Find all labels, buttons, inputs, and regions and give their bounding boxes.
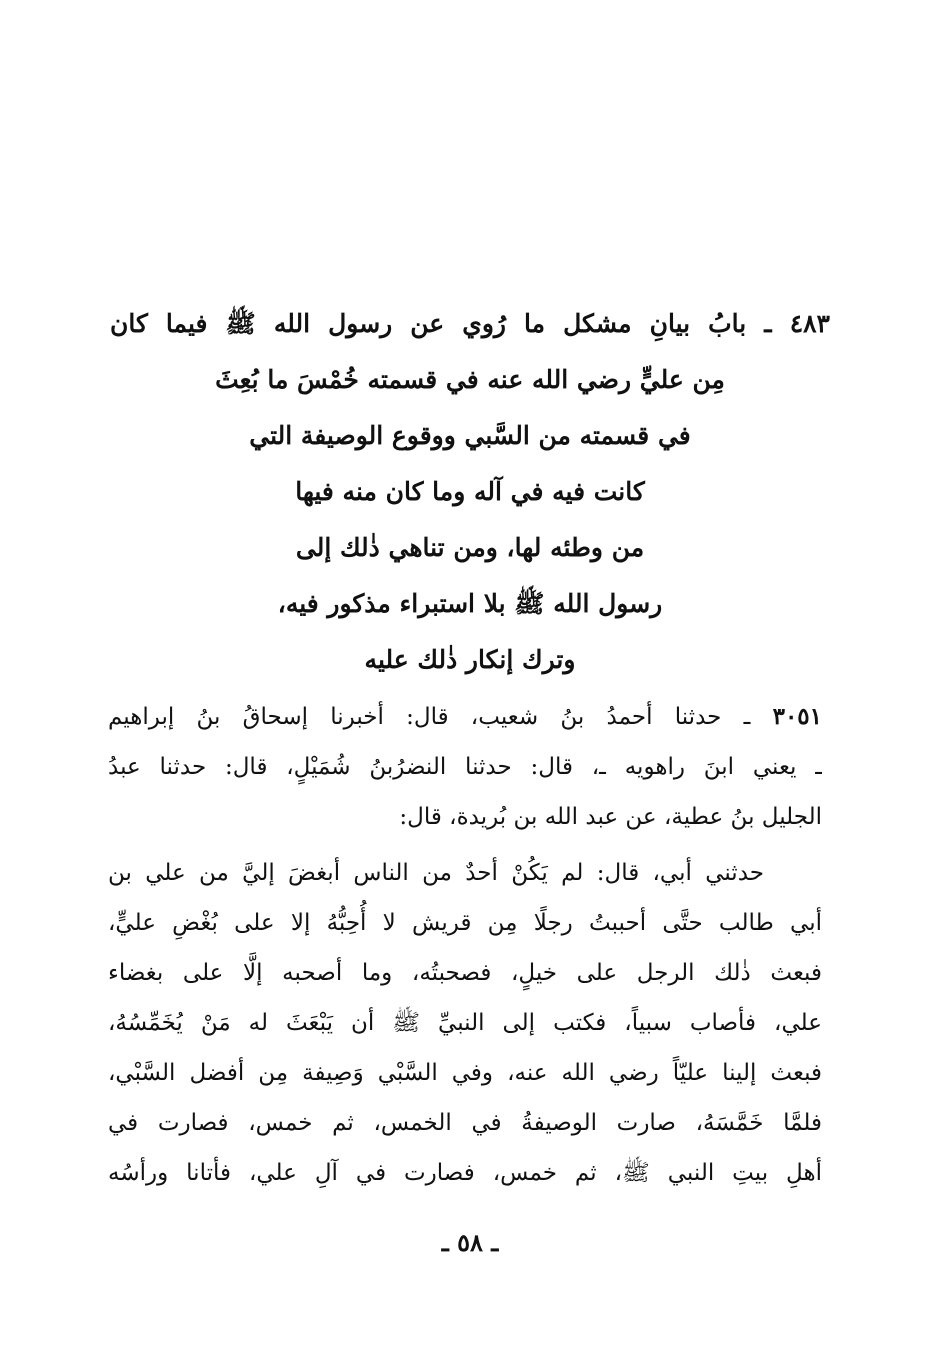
isnad-text: ـ حدثنا أحمدُ بنُ شعيب، قال: أخبرنا إسحاقُ بنُ إبراهيم [108,704,751,730]
matn-line: فبعث ذٰلك الرجل على خيلٍ، فصحبتُه، وما أصحبه إلَّا على بغضاء [108,960,822,986]
isnad-line: الجليل بنُ عطية، عن عبد الله بن بُريدة، قال: [399,804,822,830]
matn-line: فلمَّا خَمَّسَهُ، صارت الوصيفةُ في الخمس، ثم خمس، فصارت في [108,1110,822,1136]
chapter-heading-line: كانت فيه في آله وما كان منه فيها [295,477,645,506]
chapter-heading-line: في قسمته من السَّبي ووقوع الوصيفة التي [249,421,691,450]
isnad-line [108,692,822,742]
isnad-line: ـ يعني ابنَ راهويه ـ، قال: حدثنا النضرُبنُ شُمَيْلٍ، قال: حدثنا عبدُ [108,754,822,780]
hadith-number: ٣٠٥١ [772,703,822,730]
matn-line: أهلِ بيتِ النبي ﷺ، ثم خمس، فصارت في آلِ علي، فأتانا ورأسُه [108,1160,822,1186]
chapter-heading [110,296,830,688]
matn-line: حدثني أبي، قال: لم يَكُنْ أحدٌ من الناس أبغضَ إليَّ من علي بن [108,860,764,886]
matn-line: فبعث إلينا عليّاً رضي الله عنه، وفي السَّبْي وَصِيفة مِن أفضل السَّبْي، [108,1060,822,1086]
chapter-heading-line: من وطئه لها، ومن تناهي ذٰلك إلى [295,533,645,562]
chapter-heading-line: ٤٨٣ ـ بابُ بيانِ مشكل ما رُوي عن رسول الله ﷺ فيما كان [110,309,830,338]
matn-line: علي، فأصاب سبياً، فكتب إلى النبيِّ ﷺ أن يَبْعَثَ له مَنْ يُخَمِّسُهُ، [108,1010,822,1036]
matn-line: أبي طالب حتَّى أحببتُ رجلًا مِن قريش لا أُحِبُّهُ إلا على بُغْضِ عليٍّ، [108,910,822,936]
page-number: ـ ٥٨ ـ [441,1228,499,1257]
hadith-isnad [108,692,822,842]
chapter-heading-line: وترك إنكار ذٰلك عليه [364,645,576,674]
chapter-heading-line: رسول الله ﷺ بلا استبراء مذكور فيه، [277,589,663,618]
chapter-heading-line: مِن عليٍّ رضي الله عنه في قسمته خُمْسَ ما بُعِثَ [215,365,725,394]
hadith-matn [108,848,822,1198]
